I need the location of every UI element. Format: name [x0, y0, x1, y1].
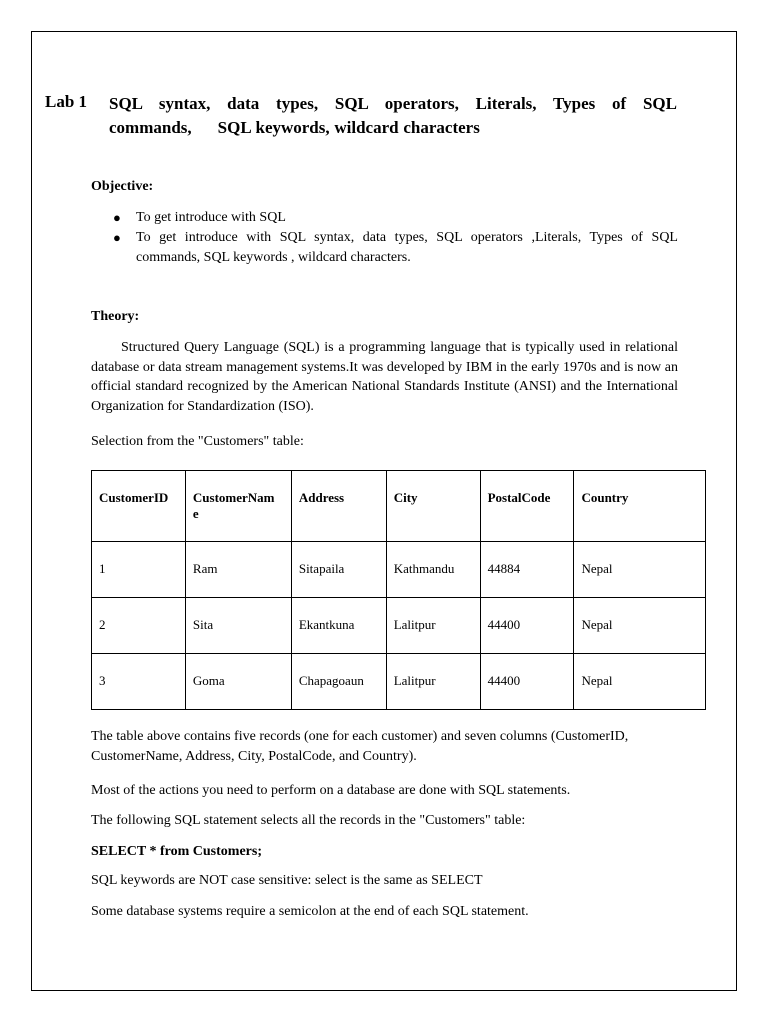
table-cell: Nepal	[574, 542, 706, 598]
table-row	[92, 542, 706, 598]
lab-title	[109, 92, 677, 140]
table-cell: Chapagoaun	[291, 654, 386, 710]
objective-item-2: To get introduce with SQL syntax, data types, SQL operators ,Literals, Types of SQL commands, SQL keywords , wildcard characters.	[136, 230, 678, 265]
theory-paragraph: Structured Query Language (SQL) is a programming language that is typically used in relational database or data stream management systems.It was developed by IBM in the early 1970s and is now an official standard recognized by the American National Standards Institute (ANSI) and the International Organization for Standardization (ISO).	[91, 340, 678, 414]
column-header: Address	[291, 471, 386, 542]
table-cell: 44884	[480, 542, 574, 598]
table-cell: Goma	[185, 654, 291, 710]
table-caption: Selection from the "Customers" table:	[91, 434, 304, 449]
table-cell: Ekantkuna	[291, 598, 386, 654]
list-item	[91, 208, 678, 228]
sql-statement: SELECT * from Customers;	[91, 844, 262, 859]
table-cell: 3	[92, 654, 186, 710]
semicolon-note: Some database systems require a semicolon at the end of each SQL statement.	[91, 904, 529, 919]
table-cell: Lalitpur	[386, 654, 480, 710]
table-cell: Kathmandu	[386, 542, 480, 598]
table-row	[92, 654, 706, 710]
case-sensitivity-note: SQL keywords are NOT case sensitive: select is the same as SELECT	[91, 873, 483, 888]
bullet-icon: ●	[113, 210, 121, 225]
lab-title-line-2-part-1: commands,	[109, 118, 192, 137]
column-header: City	[386, 471, 480, 542]
lab-number: Lab 1	[45, 92, 88, 111]
column-header: CustomerID	[92, 471, 186, 542]
lab-title-line-2-part-2: SQL keywords, wildcard characters	[217, 118, 480, 137]
bullet-icon: ●	[113, 230, 121, 245]
theory-heading: Theory:	[91, 309, 140, 324]
document-page	[31, 31, 737, 991]
list-item	[91, 228, 678, 268]
table-cell: 44400	[480, 598, 574, 654]
lab-title-line-2	[109, 116, 677, 140]
table-cell: Nepal	[574, 598, 706, 654]
sql-statements-note: Most of the actions you need to perform on a database are done with SQL statements.	[91, 783, 571, 798]
lab-title-line-1: SQL syntax, data types, SQL operators, Literals, Types of SQL	[109, 94, 677, 113]
customers-table	[91, 470, 706, 710]
select-intro: The following SQL statement selects all the records in the "Customers" table:	[91, 813, 526, 828]
table-row	[92, 598, 706, 654]
column-header: Country	[574, 471, 706, 542]
table-cell: 2	[92, 598, 186, 654]
table-cell: Lalitpur	[386, 598, 480, 654]
objective-item-1: To get introduce with SQL	[136, 210, 286, 225]
column-header: CustomerNam e	[185, 471, 291, 542]
table-cell: 1	[92, 542, 186, 598]
table-cell: Nepal	[574, 654, 706, 710]
table-cell: Sita	[185, 598, 291, 654]
objective-list	[91, 208, 678, 268]
table-header-row	[92, 471, 706, 542]
table-cell: 44400	[480, 654, 574, 710]
column-header: PostalCode	[480, 471, 574, 542]
table-description: The table above contains five records (one for each customer) and seven columns (CustomerID, CustomerName, Address, City, PostalCode, and Country).	[91, 729, 629, 764]
table-cell: Sitapaila	[291, 542, 386, 598]
objective-heading: Objective:	[91, 179, 154, 194]
table-cell: Ram	[185, 542, 291, 598]
